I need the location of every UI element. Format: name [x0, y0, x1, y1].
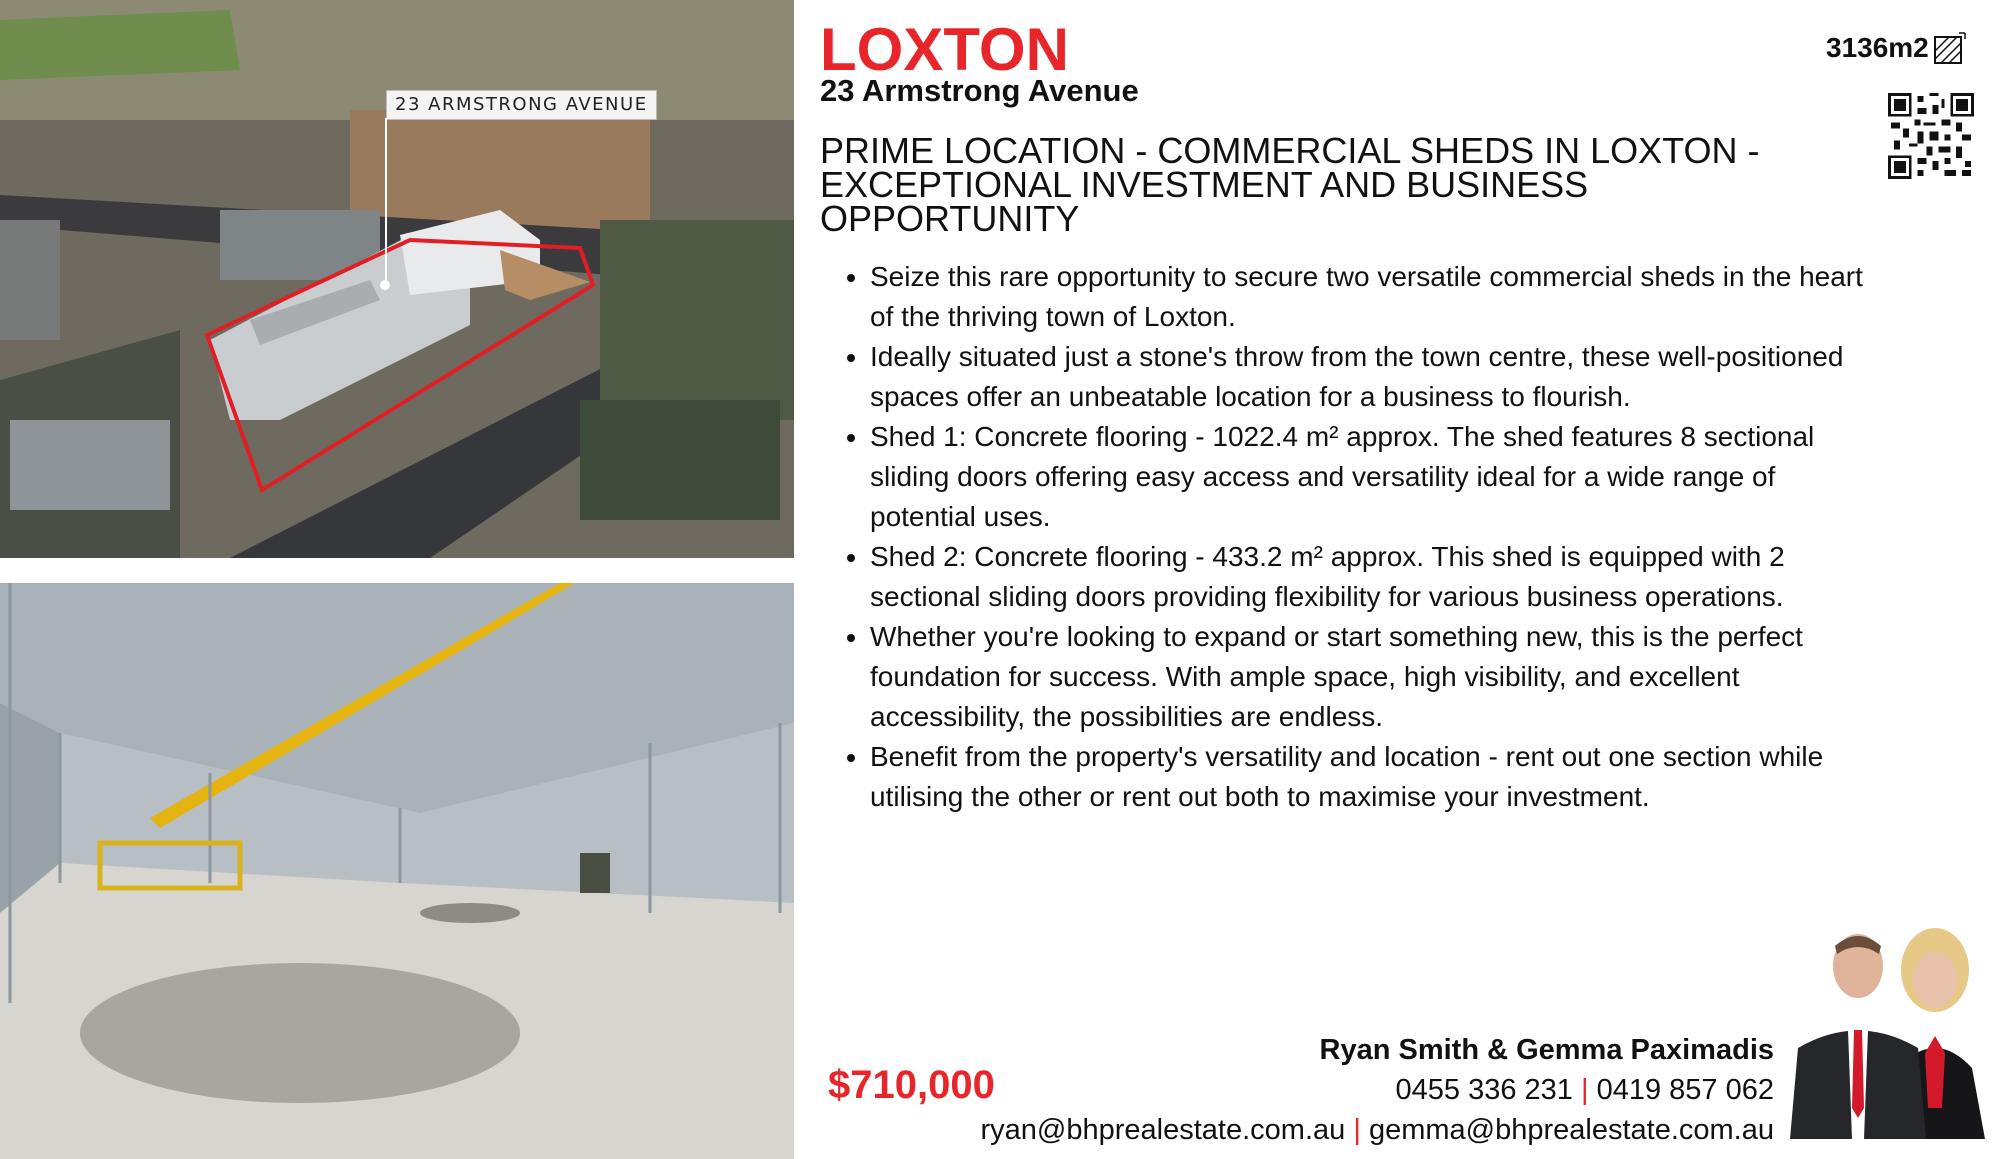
interior-photo-image	[0, 583, 794, 1159]
suburb-title: LOXTON	[820, 16, 1069, 83]
phone-line	[981, 1070, 1774, 1110]
listing-headline: PRIME LOCATION - COMMERCIAL SHEDS IN LOXTON - EXCEPTIONAL INVESTMENT AND BUSINESS OPPORTUNITY	[820, 130, 1760, 239]
feature-list	[836, 257, 1880, 817]
price: $710,000	[828, 1063, 995, 1107]
email-ryan[interactable]: ryan@bhprealestate.com.au	[980, 1114, 1346, 1146]
agent-contact	[981, 1030, 1774, 1150]
feature-item: • Benefit from the property's versatility and location - rent out one section while utilising the other or rent out both to maximise your investment.	[870, 737, 1880, 817]
aerial-photo-image	[0, 0, 794, 558]
agents-photo	[1780, 918, 2000, 1139]
land-size-icon	[1933, 31, 1967, 65]
feature-item: • Ideally situated just a stone's throw from the town centre, these well-positioned spaces offer an unbeatable location for a business to flourish.	[870, 337, 1880, 417]
street-address: 23 Armstrong Avenue	[820, 73, 1139, 108]
address-pin-line	[385, 118, 387, 286]
phone-gemma[interactable]: 0419 857 062	[1596, 1074, 1774, 1106]
interior-photo	[0, 583, 794, 1159]
land-size	[1826, 30, 1967, 66]
separator: |	[1580, 1074, 1589, 1106]
feature-item: • Seize this rare opportunity to secure two versatile commercial sheds in the heart of the thriving town of Loxton.	[870, 257, 1880, 337]
address-pin-dot	[380, 280, 390, 290]
land-size-value: 3136m2	[1826, 32, 1929, 63]
aerial-address-label: 23 ARMSTRONG AVENUE	[386, 90, 657, 120]
aerial-photo	[0, 0, 794, 558]
phone-ryan[interactable]: 0455 336 231	[1395, 1074, 1573, 1106]
feature-item: • Shed 1: Concrete flooring - 1022.4 m² approx. The shed features 8 sectional sliding doors offering easy access and versatility ideal for a wide range of potential uses.	[870, 417, 1880, 537]
feature-item: • Whether you're looking to expand or start something new, this is the perfect foundation for success. With ample space, high visibility, and excellent accessibility, the possibilities are endless.	[870, 617, 1880, 737]
email-line	[981, 1110, 1774, 1150]
separator: |	[1353, 1114, 1361, 1146]
feature-item: • Shed 2: Concrete flooring - 433.2 m² approx. This shed is equipped with 2 sectional sliding doors providing flexibility for various business operations.	[870, 537, 1880, 617]
agent-names: Ryan Smith & Gemma Paximadis	[1319, 1034, 1774, 1066]
qr-code-icon[interactable]	[1888, 93, 1974, 179]
email-gemma[interactable]: gemma@bhprealestate.com.au	[1368, 1114, 1774, 1146]
